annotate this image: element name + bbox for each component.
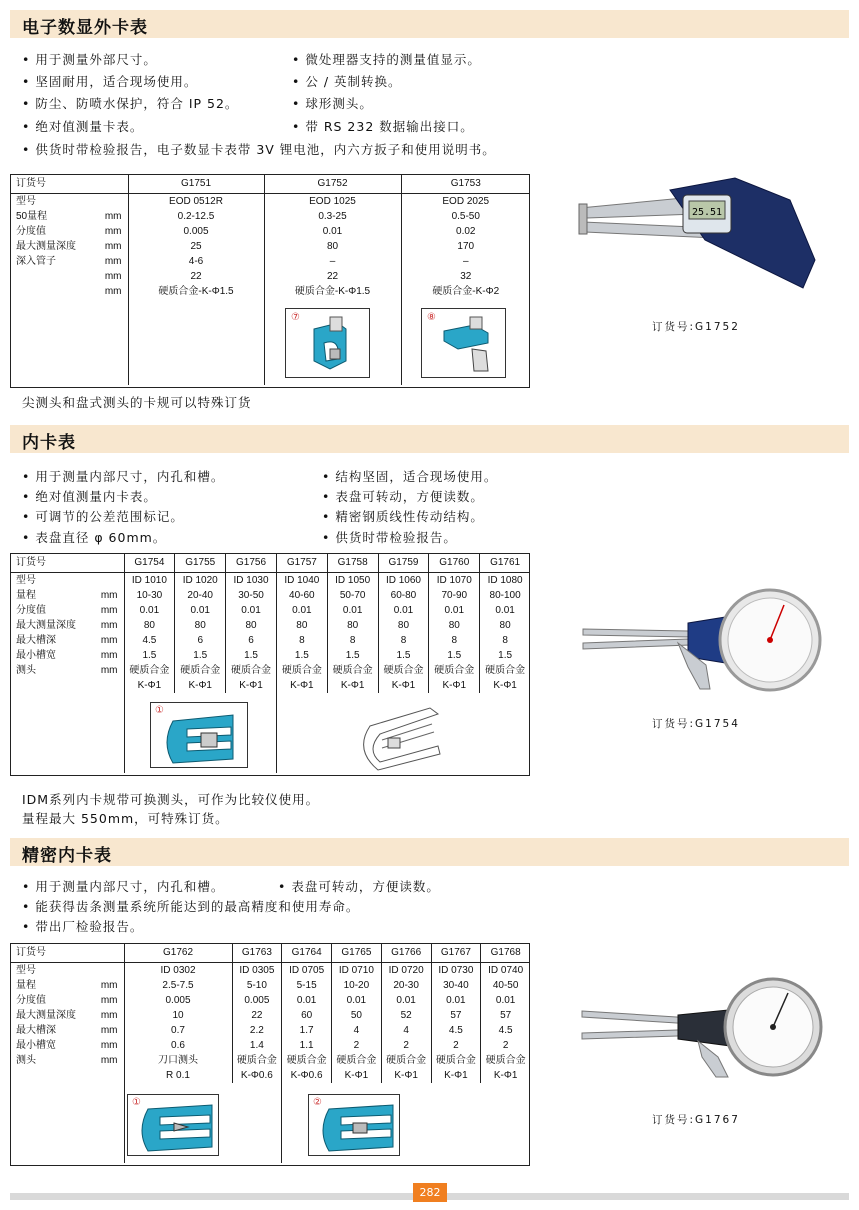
- feature-item: • 表盘可转动，方便读数。: [322, 489, 484, 504]
- probe-diagram: [127, 1094, 219, 1156]
- table-row: 最小槽宽 mm 0.6 1.4 1.1 2 2 2 2: [10, 1038, 530, 1053]
- diagram-mark: ①: [132, 1097, 141, 1108]
- section-title: 电子数显外卡表: [22, 18, 148, 38]
- spec-table-precision: [10, 943, 530, 1163]
- table-col-head: G1768: [481, 943, 530, 962]
- spec-table-inside: [10, 553, 530, 773]
- table-col-head: G1766: [381, 943, 431, 962]
- feature-item: • 绝对值测量卡表。: [22, 119, 144, 134]
- probe-diagram: [285, 308, 370, 378]
- table-col-head: G1759: [378, 553, 429, 572]
- table-col-head: G1752: [264, 174, 401, 193]
- precision-dial-caliper-photo: [578, 975, 828, 1085]
- feature-item: • 用于测量外部尺寸。: [22, 52, 157, 67]
- table-col-head: G1753: [401, 174, 530, 193]
- note-text: 尖测头和盘式测头的卡规可以特殊订货: [22, 395, 252, 410]
- table-row: 测头 mm 刀口测头 硬质合金 硬质合金 硬质合金 硬质合金 硬质合金 硬质合金: [10, 1053, 530, 1068]
- table-col-head: G1756: [226, 553, 277, 572]
- feature-item: • 供货时带检验报告，电子数显卡表带 3V 锂电池，内六方扳子和使用说明书。: [22, 142, 496, 157]
- caliper-display-value: 25.51: [691, 207, 723, 218]
- note-text: IDM系列内卡规带可换测头，可作为比较仪使用。: [22, 792, 320, 807]
- table-row: 型号 EOD 0512R EOD 1025 EOD 2025: [10, 193, 530, 209]
- table-head-label: 订货号: [10, 553, 124, 572]
- probe-diagram: [308, 1094, 400, 1156]
- groove-probe-diagram: [151, 703, 249, 769]
- table-row: 分度值 mm 0.005 0.005 0.01 0.01 0.01 0.01 0.01: [10, 993, 530, 1008]
- feature-item: • 带 RS 232 数据输出接口。: [292, 119, 474, 134]
- feature-item: • 能获得齿条测量系统所能达到的最高精度和使用寿命。: [22, 899, 360, 914]
- table-row: 分度值 mm 0.01 0.01 0.01 0.01 0.01 0.01 0.01 0.01: [10, 603, 530, 618]
- groove-outline-diagram: [350, 700, 450, 772]
- table-col-head: G1764: [282, 943, 332, 962]
- feature-item: • 表盘可转动，方便读数。: [278, 879, 440, 894]
- ball-groove-probe-diagram: [309, 1095, 401, 1157]
- table-row: 最大槽深 mm 4.5 6 6 8 8 8 8 8: [10, 633, 530, 648]
- order-number-caption: 订货号:G1752: [652, 321, 740, 333]
- feature-item: • 可调节的公差范围标记。: [22, 509, 184, 524]
- table-row: 分度值 mm 0.005 0.01 0.02: [10, 224, 530, 239]
- table-col-head: G1767: [431, 943, 481, 962]
- note-text: 量程最大 550mm，可特殊订货。: [22, 811, 229, 826]
- section-header-precision-inside: [10, 838, 849, 866]
- table-head-label: 订货号: [10, 174, 128, 193]
- feature-item: • 带出厂检验报告。: [22, 919, 144, 934]
- table-col-head: G1761: [480, 553, 530, 572]
- order-number-caption: 订货号:G1754: [652, 718, 740, 730]
- table-row: 最小槽宽 mm 1.5 1.5 1.5 1.5 1.5 1.5 1.5 1.5: [10, 648, 530, 663]
- table-row: 型号 ID 0302 ID 0305 ID 0705 ID 0710 ID 0720 ID 0730 ID 0740: [10, 962, 530, 978]
- table-col-head: G1755: [175, 553, 226, 572]
- probe-diagram: [421, 308, 506, 378]
- table-row: 最大测量深度 mm 25 80 170: [10, 239, 530, 254]
- probe-diagram: [150, 702, 248, 768]
- feature-item: • 结构坚固，适合现场使用。: [322, 469, 498, 484]
- inside-dial-caliper-photo: [578, 585, 828, 695]
- feature-item: • 供货时带检验报告。: [322, 530, 457, 545]
- page-number: 282: [413, 1183, 447, 1202]
- inside-dial-caliper-illustration: [578, 585, 828, 695]
- table-row: 深入管子 mm 4-6 – –: [10, 254, 530, 269]
- feature-item: • 表盘直径 φ 60mm。: [22, 530, 167, 545]
- feature-item: • 防尘、防喷水保护，符合 IP 52。: [22, 96, 239, 111]
- feature-item: • 微处理器支持的测量值显示。: [292, 52, 481, 67]
- feature-item: • 球形测头。: [292, 96, 373, 111]
- table-row: K-Φ1 K-Φ1 K-Φ1 K-Φ1 K-Φ1 K-Φ1 K-Φ1 K-Φ1: [10, 678, 530, 693]
- table-col-head: G1763: [232, 943, 282, 962]
- feature-item: • 绝对值测量内卡表。: [22, 489, 157, 504]
- groove-outline-illustration: [350, 700, 450, 772]
- table-row: 量程 mm 10-30 20-40 30-50 40-60 50-70 60-80 70-90 80-100: [10, 588, 530, 603]
- table-row: 最大测量深度 mm 10 22 60 50 52 57 57: [10, 1008, 530, 1023]
- table-row: 最大测量深度 mm 80 80 80 80 80 80 80 80: [10, 618, 530, 633]
- section-title: 精密内卡表: [22, 846, 112, 866]
- table-row: 量程 mm 2.5-7.5 5-10 5-15 10-20 20-30 30-40 40-50: [10, 978, 530, 993]
- feature-item: • 精密钢质线性传动结构。: [322, 509, 484, 524]
- table-col-head: G1762: [124, 943, 232, 962]
- table-row: 最大槽深 mm 0.7 2.2 1.7 4 4 4.5 4.5: [10, 1023, 530, 1038]
- precision-dial-caliper-illustration: [578, 975, 828, 1085]
- order-number-caption: 订货号:G1767: [652, 1114, 740, 1126]
- feature-item: • 坚固耐用，适合现场使用。: [22, 74, 198, 89]
- digital-caliper-photo: [575, 170, 820, 295]
- feature-item: • 用于测量内部尺寸，内孔和槽。: [22, 469, 225, 484]
- table-head-label: 订货号: [10, 943, 124, 962]
- table-row: 50量程 mm 0.2-12.5 0.3-25 0.5-50: [10, 209, 530, 224]
- feature-item: • 公 / 英制转换。: [292, 74, 402, 89]
- table-row: R 0.1 K-Φ0.6 K-Φ0.6 K-Φ1 K-Φ1 K-Φ1 K-Φ1: [10, 1068, 530, 1083]
- table-row: 型号 ID 1010 ID 1020 ID 1030 ID 1040 ID 1050 ID 1060 ID 1070 ID 1080: [10, 572, 530, 588]
- table-row: mm 22 22 32: [10, 269, 530, 284]
- table-row: mm 硬质合金-K-Φ1.5 硬质合金-K-Φ1.5 硬质合金-K-Φ2: [10, 284, 530, 299]
- feature-item: • 用于测量内部尺寸，内孔和槽。: [22, 879, 225, 894]
- section-header-inside-dial: [10, 425, 849, 453]
- table-col-head: G1754: [124, 553, 175, 572]
- diagram-mark: ②: [313, 1097, 322, 1108]
- section-title: 内卡表: [22, 433, 76, 453]
- diagram-mark: ⑧: [427, 312, 436, 323]
- digital-caliper-illustration: [575, 170, 820, 295]
- table-col-head: G1765: [332, 943, 382, 962]
- table-row: 测头 mm 硬质合金 硬质合金 硬质合金 硬质合金 硬质合金 硬质合金 硬质合金 硬质合金: [10, 663, 530, 678]
- table-col-head: G1751: [128, 174, 264, 193]
- diagram-mark: ⑦: [291, 312, 300, 323]
- diagram-mark: ①: [155, 705, 164, 716]
- table-col-head: G1758: [327, 553, 378, 572]
- table-col-head: G1757: [276, 553, 327, 572]
- table-col-head: G1760: [429, 553, 480, 572]
- knife-probe-diagram: [128, 1095, 220, 1157]
- section-header-digital-outside: [10, 10, 849, 38]
